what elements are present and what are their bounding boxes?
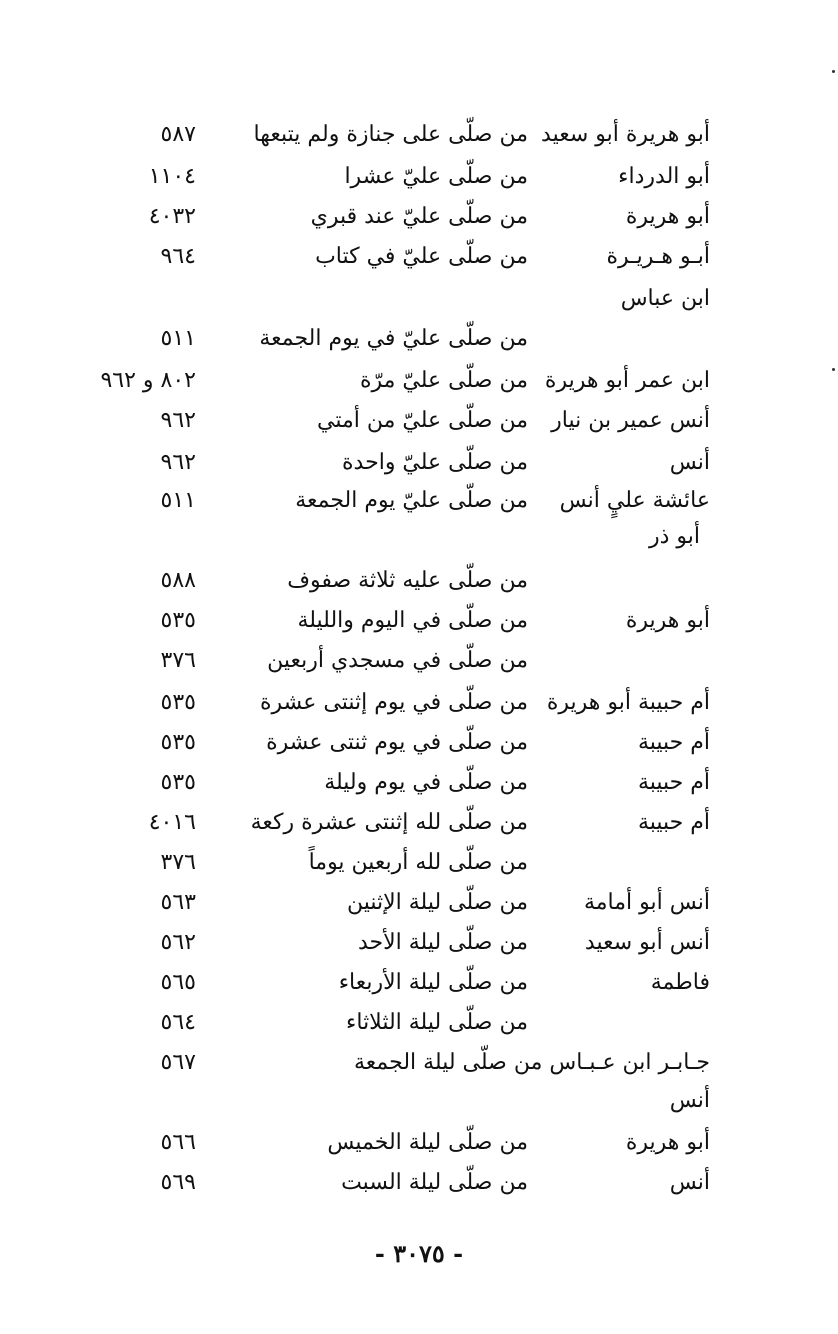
margin-mark [832,368,835,371]
hadith-text: من صلّى ليلة الخميس [327,1130,528,1155]
narrator: أبو هريرة [625,608,710,633]
index-row [0,884,838,922]
hadith-text: من صلّى عليّ في يوم الجمعة [259,326,528,351]
page-reference: ٥٦٢ [160,930,196,955]
narrator: أنس [669,1088,710,1113]
narrator: عائشة عليٍ أنس [559,488,710,513]
index-row [0,444,838,482]
index-row [0,1082,838,1120]
page-reference: ٥٦٣ [160,890,196,915]
hadith-text: من صلّى عليّ عند قبري [310,204,528,229]
page-reference: ٥٣٥ [160,690,196,715]
narrator: جـابـر ابن عـبـاس من صلّى ليلة الجمعة [353,1050,710,1075]
hadith-text: من صلّى ليلة السبت [341,1170,528,1195]
page-reference: ٩٦٢ [160,450,196,475]
page-reference: ٥١١ [160,326,196,351]
index-row [0,518,838,556]
index-row [0,844,838,882]
hadith-text: من صلّى عليّ في كتاب [315,244,528,269]
index-row [0,402,838,440]
narrator: أم حبيبة [637,810,710,835]
narrator: أنس أبو سعيد [584,930,710,955]
hadith-text: من صلّى ليلة الإثنين [346,890,528,915]
hadith-text: من صلّى عليه ثلاثة صفوف [287,568,528,593]
narrator: أبو الدرداء [618,164,710,189]
narrator: فاطمة [650,970,710,995]
index-row [0,1164,838,1202]
narrator: أم حبيبة أبو هريرة [546,690,710,715]
narrator: أبو هريرة أبو سعيد [541,122,710,147]
index-row [0,764,838,802]
page-reference: ٨٠٢ و ٩٦٢ [100,368,196,393]
narrator: أم حبيبة [637,730,710,755]
narrator: أبو ذر [648,524,700,549]
index-row [0,724,838,762]
hadith-text: من صلّى في يوم ثنتى عشرة [266,730,528,755]
index-row [0,116,838,154]
narrator: أنس عمير بن نيار [551,408,710,433]
page-reference: ٥٦٤ [160,1010,196,1035]
hadith-text: من صلّى على جنازة ولم يتبعها [253,122,528,147]
page-reference: ١١٠٤ [148,164,196,189]
hadith-text: من صلّى عليّ عشرا [344,164,528,189]
index-row [0,684,838,722]
index-row [0,1004,838,1042]
page-reference: ٤٠١٦ [148,810,196,835]
narrator: أنس أبو أمامة [583,890,710,915]
page-reference: ٥١١ [160,488,196,513]
page-reference: ٩٦٢ [160,408,196,433]
index-row [0,602,838,640]
index-row [0,280,838,318]
margin-mark [832,70,835,73]
narrator: أبـو هـريـرة [606,244,710,269]
page-reference: ٣٧٦ [160,850,196,875]
page-reference: ٥٦٦ [160,1130,196,1155]
index-row [0,320,838,358]
page-reference: ٥٣٥ [160,770,196,795]
hadith-text: من صلّى ليلة الأحد [357,930,528,955]
narrator: ابن عباس [620,286,710,311]
hadith-text: من صلّى ليلة الثلاثاء [346,1010,528,1035]
narrator: أنس [669,1170,710,1195]
hadith-text: من صلّى لله إثنتى عشرة ركعة [250,810,528,835]
page-reference: ٥٨٨ [160,568,196,593]
page-reference: ٤٠٣٢ [148,204,196,229]
hadith-text: من صلّى عليّ يوم الجمعة [295,488,528,513]
page-reference: ٥٦٧ [160,1050,196,1075]
page-reference: ٥٣٥ [160,730,196,755]
index-row [0,964,838,1002]
hadith-text: من صلّى ليلة الأربعاء [338,970,528,995]
narrator: أبو هريرة [625,204,710,229]
hadith-text: من صلّى عليّ من أمتي [317,408,528,433]
hadith-text: من صلّى في مسجدي أربعين [267,648,528,673]
hadith-text: من صلّى في اليوم والليلة [297,608,528,633]
index-row [0,1044,838,1082]
index-row [0,198,838,236]
index-row [0,482,838,520]
page-reference: ٣٧٦ [160,648,196,673]
index-row [0,804,838,842]
hadith-text: من صلّى في يوم إثنتى عشرة [259,690,528,715]
page-reference: ٥٨٧ [160,122,196,147]
page-reference: ٩٦٤ [160,244,196,269]
index-row [0,1124,838,1162]
index-row [0,362,838,400]
page-reference: ٥٣٥ [160,608,196,633]
hadith-text: من صلّى عليّ مرّة [359,368,528,393]
index-row [0,924,838,962]
index-row [0,158,838,196]
page-number: - ٣٠٧٥ - [374,1239,464,1268]
index-row [0,562,838,600]
narrator: أبو هريرة [625,1130,710,1155]
hadith-text: من صلّى لله أربعين يوماً [308,850,528,875]
index-row [0,238,838,276]
narrator: أم حبيبة [637,770,710,795]
narrator: ابن عمر أبو هريرة [544,368,710,393]
index-row [0,642,838,680]
narrator: أنس [669,450,710,475]
page-reference: ٥٦٥ [160,970,196,995]
hadith-text: من صلّى في يوم وليلة [324,770,528,795]
page-reference: ٥٦٩ [160,1170,196,1195]
hadith-text: من صلّى عليّ واحدة [342,450,528,475]
